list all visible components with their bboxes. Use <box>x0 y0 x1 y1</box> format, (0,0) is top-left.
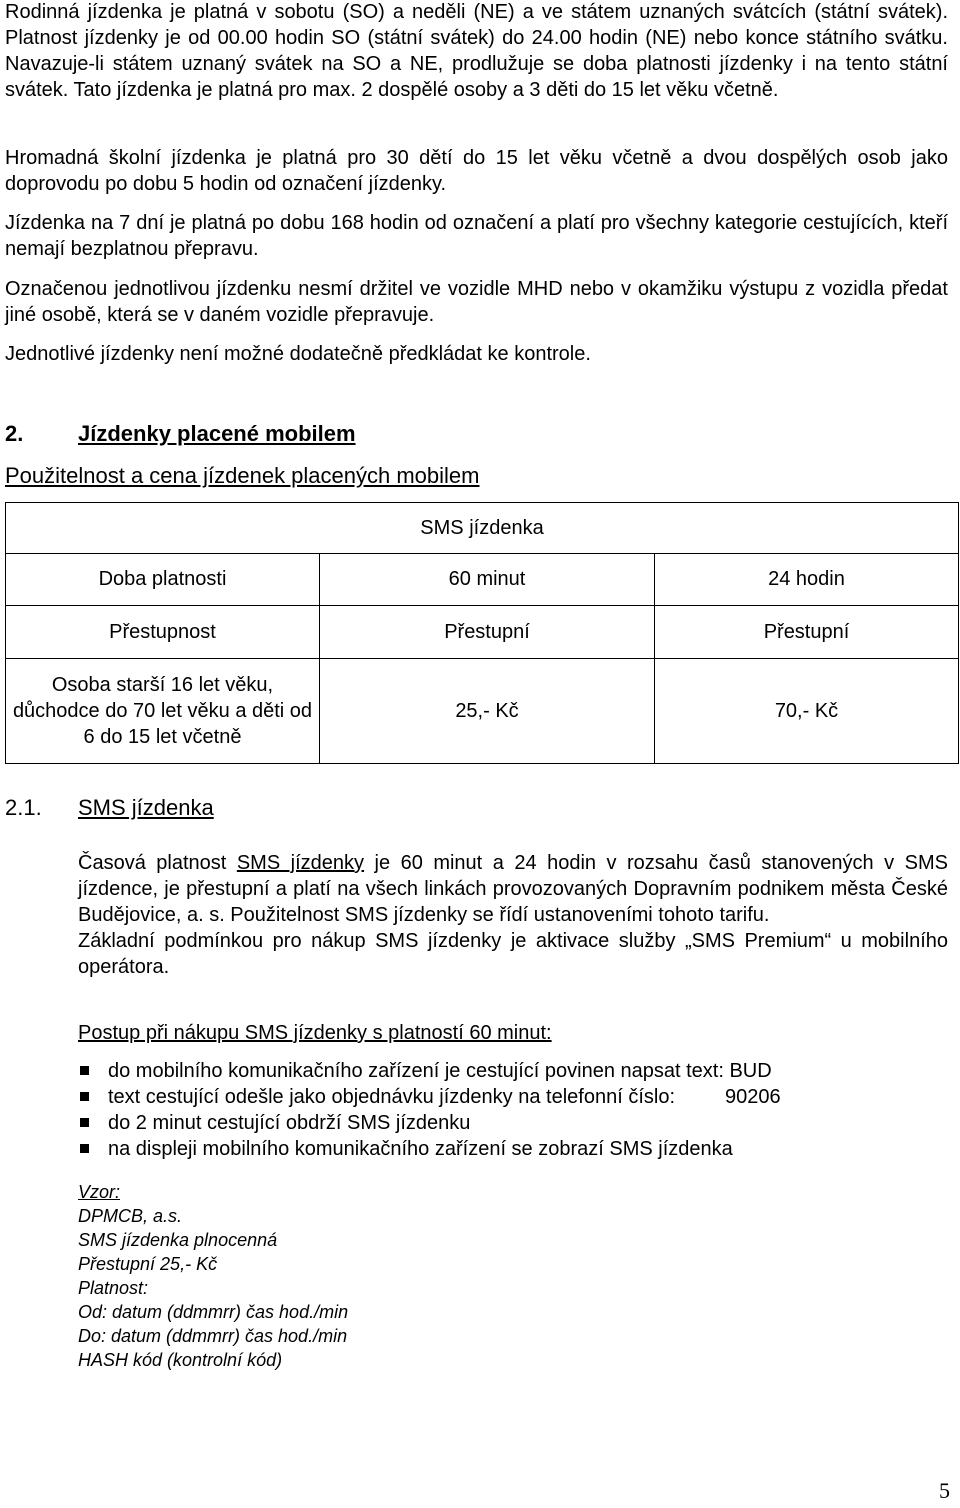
bullet-square-icon <box>80 1144 89 1153</box>
paragraph-7-day-ticket: Jízdenka na 7 dní je platná po dobu 168 hodin od označení a platí pro všechny kategorie cestujících, kteří nemají bezplatnou přepravu. <box>5 212 948 260</box>
table-row <box>6 606 959 659</box>
sms-text-part: Časová platnost <box>78 852 237 874</box>
paragraph-family-ticket: Rodinná jízdenka je platná v sobotu (SO) a neděli (NE) a ve státem uznaných svátcích (státní svátek). Platnost jízdenky je od 00.00 hodin SO (státní svátek) do 24.00 hodin (NE) nebo konce státního svátku. Navazuje-li státem uznaný svátek na SO a NE, prodlužuje se doba platnosti jízdenky i na tento státní svátek. Tato jízdenka je platná pro max. 2 dospělé osoby a 3 děti do 15 let věku včetně. <box>5 1 948 101</box>
example-line: Přestupní 25,- Kč <box>78 1254 218 1274</box>
example-line: HASH kód (kontrolní kód) <box>78 1350 283 1370</box>
sms-validity-paragraph <box>78 850 948 980</box>
section-2-1-title: SMS jízdenka <box>78 795 214 820</box>
section-2-title: Jízdenky placené mobilem <box>78 421 356 446</box>
list-item-text: do mobilního komunikačního zařízení je cestující povinen napsat text: BUD <box>108 1060 772 1082</box>
table-row <box>6 659 959 764</box>
section-2-subtitle: Použitelnost a cena jízdenek placených mobilem <box>5 463 480 488</box>
sms-example <box>78 1180 348 1372</box>
list-item-text: text cestující odešle jako objednávku jízdenky na telefonní číslo: <box>108 1086 676 1108</box>
list-item-text: na displeji mobilního komunikačního zařízení se zobrazí SMS jízdenka <box>108 1138 733 1160</box>
example-line: Platnost: <box>78 1278 149 1298</box>
list-item <box>78 1084 948 1110</box>
table-header-row <box>6 503 959 554</box>
table-cell: Osoba starší 16 let věku, důchodce do 70 let věku a děti od 6 do 15 let včetně <box>6 659 320 764</box>
table-cell: 25,- Kč <box>320 659 655 764</box>
sms-price-table <box>5 502 959 764</box>
bullet-square-icon <box>80 1118 89 1127</box>
sms-text-part: je 60 minut a 24 hodin v rozsahu časů stanovených v SMS jízdence, je přestupní a platí na všech linkách provozovaných Dopravním podnikem města České Budějovice, a. s. Použitelnost SMS jízdenky se řídí ustanoveními tohoto tarifu. <box>78 852 948 926</box>
section-2-1-heading <box>5 794 214 822</box>
page-number: 5 <box>939 1478 950 1503</box>
table-cell: Přestupní <box>320 606 655 659</box>
table-cell: Přestupnost <box>6 606 320 659</box>
example-line: SMS jízdenka plnocenná <box>78 1230 278 1250</box>
paragraph-school-ticket: Hromadná školní jízdenka je platná pro 30 dětí do 15 let věku včetně a dvou dospělých osob jako doprovodu po dobu 5 hodin od označení jízdenky. <box>5 147 948 195</box>
example-line: Od: datum (ddmmrr) čas hod./min <box>78 1302 349 1322</box>
example-line: DPMCB, a.s. <box>78 1206 183 1226</box>
table-cell: 24 hodin <box>655 554 959 606</box>
table-cell: 70,- Kč <box>655 659 959 764</box>
example-heading: Vzor: <box>78 1182 121 1202</box>
list-item <box>78 1136 948 1162</box>
table-cell: 60 minut <box>320 554 655 606</box>
table-cell: Doba platnosti <box>6 554 320 606</box>
procedure-list <box>78 1058 948 1162</box>
table-row <box>6 554 959 606</box>
table-header-cell: SMS jízdenka <box>6 503 959 554</box>
section-2-1-number: 2.1. <box>5 795 42 820</box>
paragraph-inspection-rule: Jednotlivé jízdenky není možné dodatečně předkládat ke kontrole. <box>5 343 591 365</box>
phone-number: 90206 <box>725 1086 781 1108</box>
section-2-number: 2. <box>5 421 24 446</box>
list-item-text: do 2 minut cestující obdrží SMS jízdenku <box>108 1112 471 1134</box>
bullet-square-icon <box>80 1066 89 1075</box>
sms-condition-text: Základní podmínkou pro nákup SMS jízdenky je aktivace služby „SMS Premium“ u mobilního operátora. <box>78 930 948 978</box>
example-line: Do: datum (ddmmrr) čas hod./min <box>78 1326 348 1346</box>
table-cell: Přestupní <box>655 606 959 659</box>
bullet-square-icon <box>80 1092 89 1101</box>
list-item <box>78 1110 948 1136</box>
list-item <box>78 1058 948 1084</box>
sms-ticket-link[interactable]: SMS jízdenky <box>236 852 365 874</box>
paragraph-transfer-rule: Označenou jednotlivou jízdenku nesmí držitel ve vozidle MHD nebo v okamžiku výstupu z vozidla předat jiné osobě, která se v daném vozidle přepravuje. <box>5 278 948 326</box>
procedure-title: Postup při nákupu SMS jízdenky s platností 60 minut: <box>78 1022 552 1044</box>
section-2-heading <box>5 420 356 448</box>
